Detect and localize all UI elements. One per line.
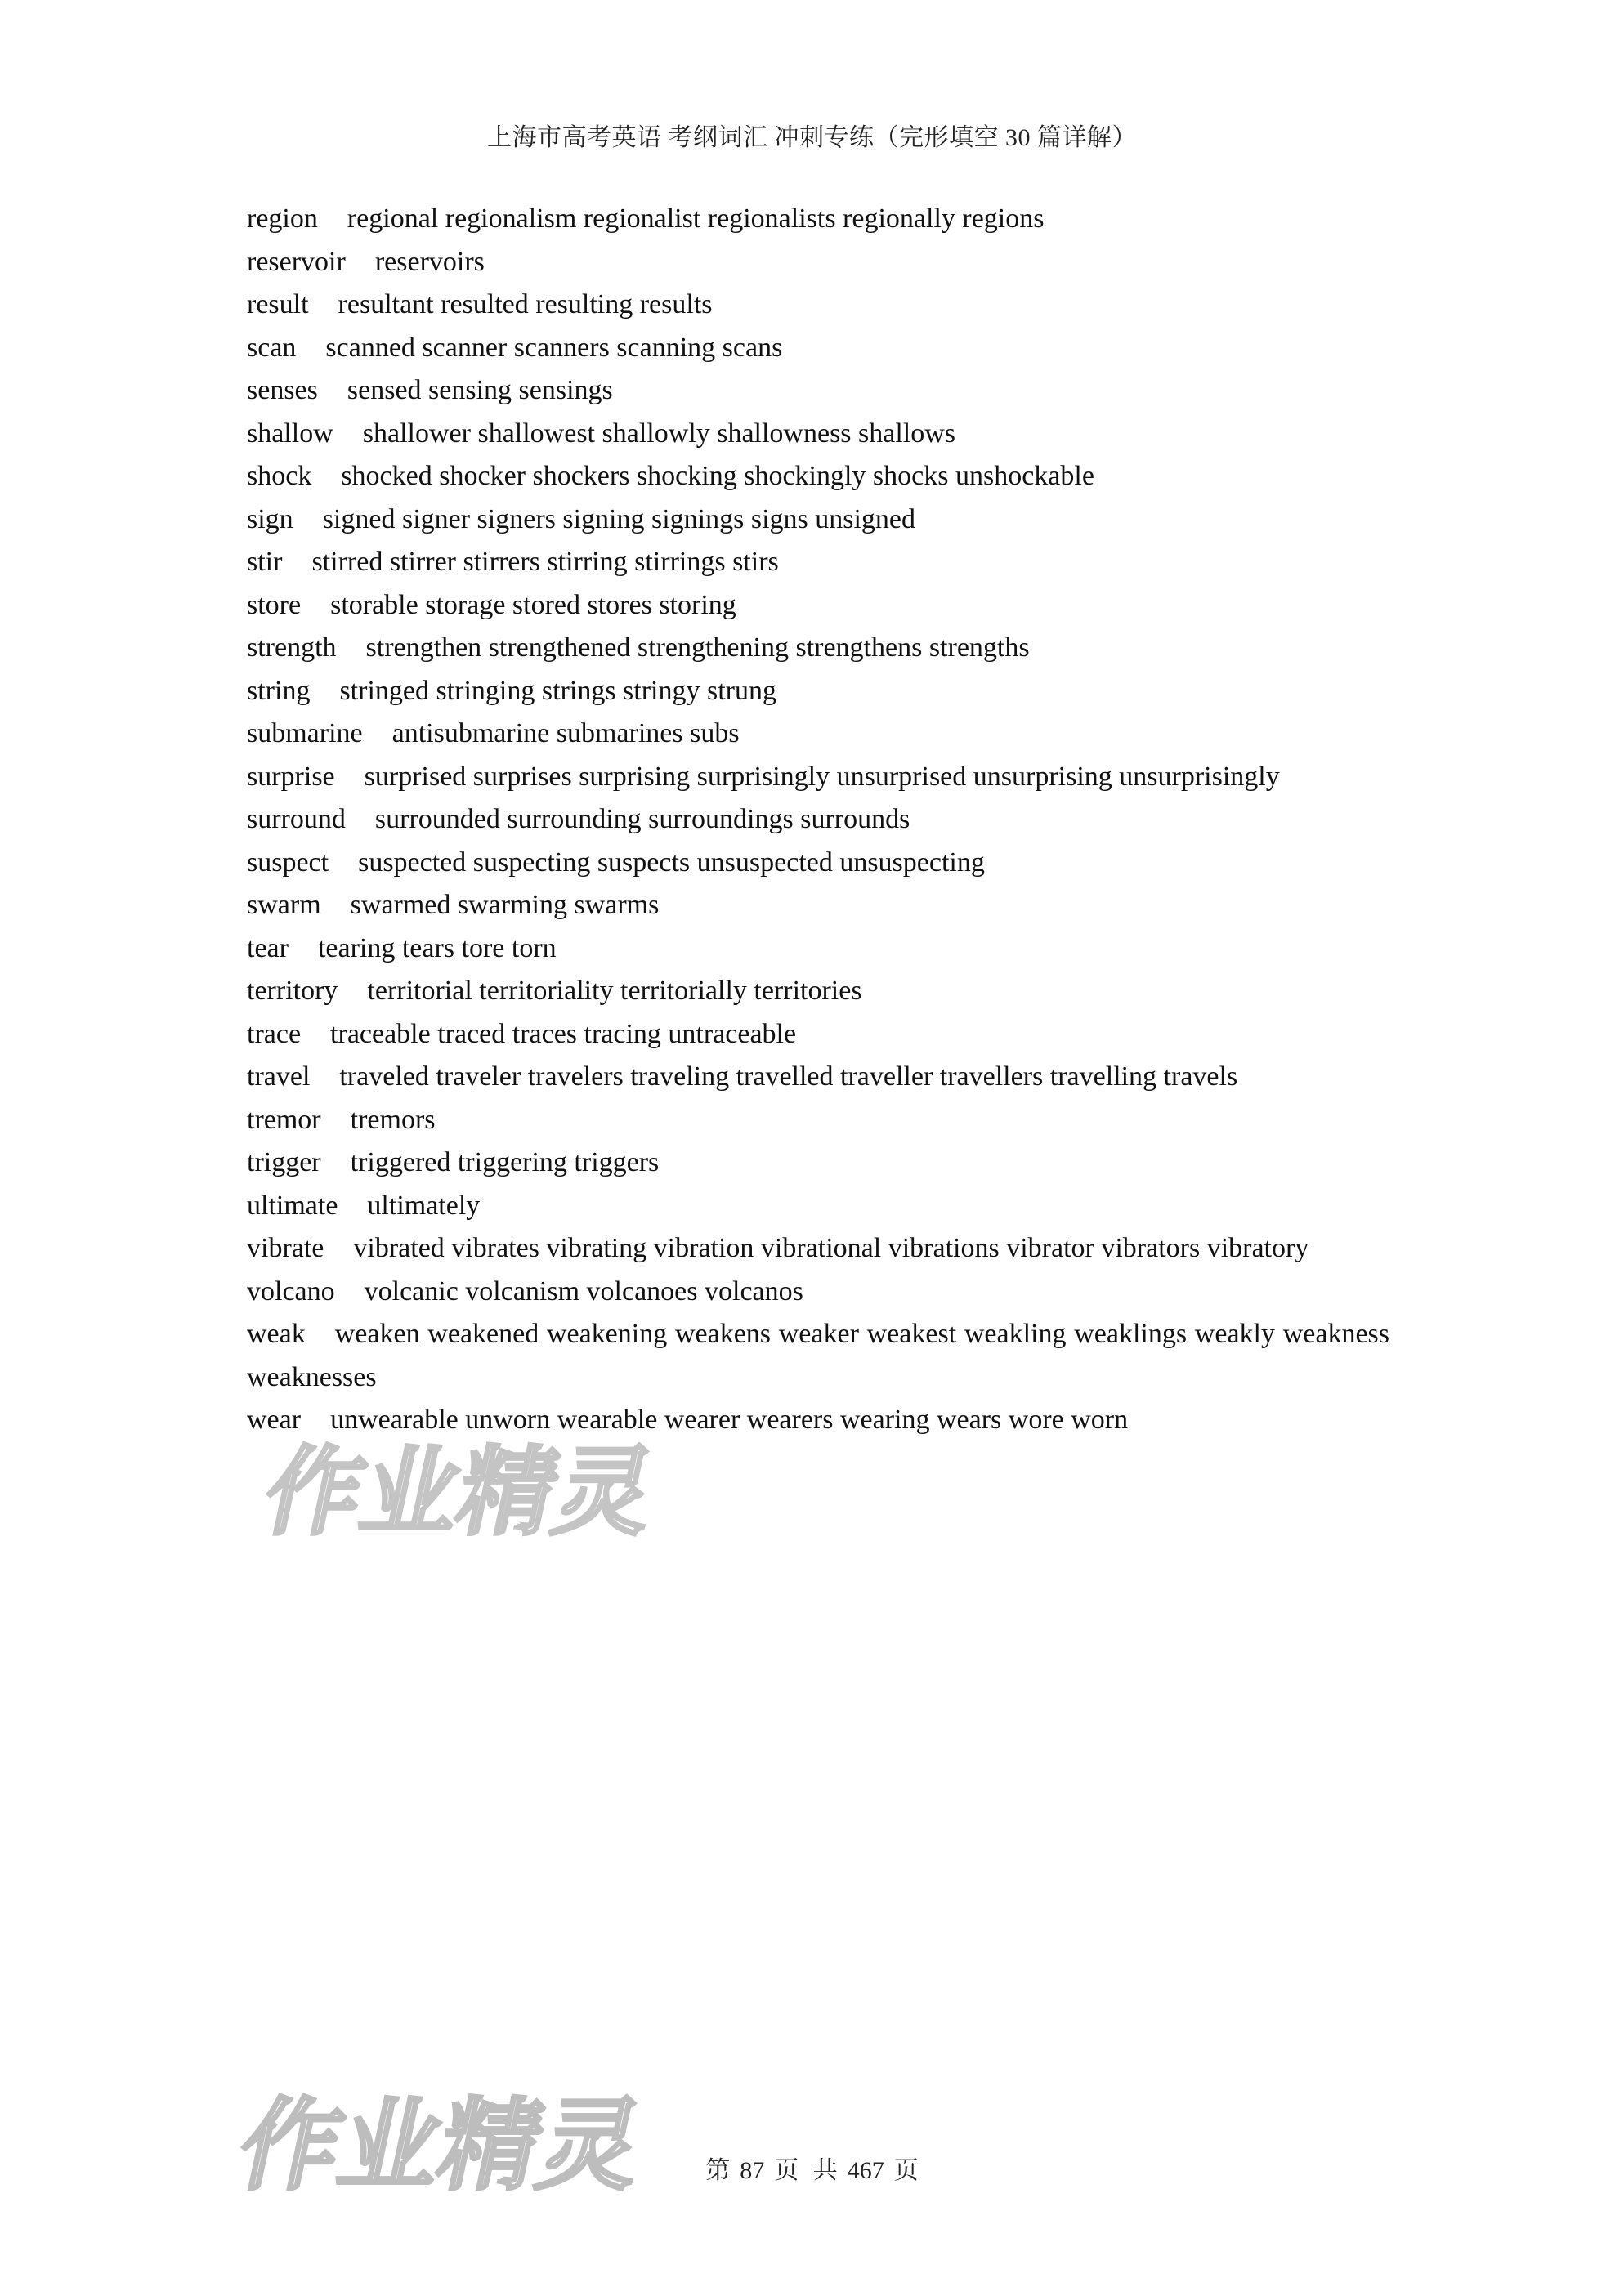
watermark-logo-footer xyxy=(227,2067,701,2222)
word-forms: suspected suspecting suspects unsuspected unsuspecting xyxy=(358,846,985,878)
headword: weak xyxy=(247,1319,306,1349)
word-entry xyxy=(247,413,1391,456)
footer-middle: 页 共 xyxy=(774,2157,838,2184)
headword: swarm xyxy=(247,890,321,920)
footer-suffix: 页 xyxy=(893,2157,919,2184)
word-forms: storable storage stored stores storing xyxy=(330,589,736,620)
word-forms: swarmed swarming swarms xyxy=(350,890,660,920)
word-forms: strengthen strengthened strengthening strengthens strengths xyxy=(365,632,1030,663)
headword: trace xyxy=(247,1018,302,1049)
word-entry xyxy=(247,884,1391,927)
word-entry xyxy=(247,1141,1391,1185)
word-forms: territorial territoriality territorially territories xyxy=(367,976,862,1006)
headword: store xyxy=(247,589,302,620)
headword: result xyxy=(247,289,309,319)
footer-prefix: 第 xyxy=(705,2157,731,2184)
word-entry xyxy=(247,284,1391,327)
watermark-logo xyxy=(253,1418,678,1561)
headword: ultimate xyxy=(247,1190,338,1221)
word-entry xyxy=(247,498,1391,542)
headword: suspect xyxy=(247,846,329,878)
headword: scan xyxy=(247,332,297,363)
watermark-text: 作业精灵 xyxy=(254,1436,665,1549)
total-page-count: 467 xyxy=(847,2157,884,2184)
headword: string xyxy=(247,675,311,706)
word-entry xyxy=(247,241,1391,284)
word-entry xyxy=(247,970,1391,1013)
page-header: 上海市高考英语 考纲词汇 冲刺专练（完形填空 30 篇详解） xyxy=(487,124,1137,151)
word-entry xyxy=(247,1185,1391,1228)
word-forms: surprised surprises surprising surprisingly unsurprised unsurprising unsurprisingly xyxy=(364,761,1280,792)
headword: region xyxy=(247,203,318,234)
headword: surprise xyxy=(247,761,335,792)
word-entry xyxy=(247,327,1391,370)
word-entry xyxy=(247,627,1391,670)
current-page-number: 87 xyxy=(740,2157,765,2184)
word-entry xyxy=(247,1013,1391,1056)
word-forms: stirred stirrer stirrers stirring stirrings stirs xyxy=(311,547,779,577)
word-forms: resultant resulted resulting results xyxy=(338,289,713,319)
word-entry xyxy=(247,455,1391,498)
word-entry xyxy=(247,198,1391,241)
word-forms: shocked shocker shockers shocking shockingly shocks unshockable xyxy=(341,461,1094,491)
headword: travel xyxy=(247,1061,311,1092)
word-entry xyxy=(247,1056,1391,1099)
word-forms: tremors xyxy=(350,1104,436,1135)
word-forms: volcanic volcanism volcanoes volcanos xyxy=(364,1275,803,1307)
headword: wear xyxy=(247,1405,302,1435)
word-forms: reservoirs xyxy=(374,246,485,277)
word-forms: signed signer signers signing signings signs unsigned xyxy=(322,503,916,534)
word-entry xyxy=(247,541,1391,584)
headword: tremor xyxy=(247,1104,321,1135)
headword: shock xyxy=(247,461,312,491)
headword: submarine xyxy=(247,718,363,748)
headword: vibrate xyxy=(247,1233,324,1263)
word-forms: sensed sensing sensings xyxy=(347,375,613,405)
word-forms: antisubmarine submarines subs xyxy=(391,718,740,748)
word-forms: tearing tears tore torn xyxy=(317,932,557,963)
headword: surround xyxy=(247,804,346,834)
word-forms: traceable traced traces tracing untraceable xyxy=(330,1018,797,1049)
word-entry xyxy=(247,842,1391,885)
word-forms: surrounded surrounding surroundings surrounds xyxy=(374,804,910,834)
word-forms: stringed stringing strings stringy strung xyxy=(339,675,777,706)
page-footer xyxy=(0,2150,1624,2186)
headword: reservoir xyxy=(247,246,346,277)
headword: stir xyxy=(247,547,283,577)
headword: senses xyxy=(247,375,318,405)
word-list xyxy=(247,198,1391,1442)
word-entry xyxy=(247,584,1391,628)
word-entry xyxy=(247,1313,1389,1399)
word-forms: traveled traveler travelers traveling travelled traveller travellers travelling travels xyxy=(339,1061,1238,1092)
word-entry xyxy=(247,1099,1391,1142)
word-entry xyxy=(247,712,1391,756)
watermark-text: 作业精灵 xyxy=(229,2088,653,2204)
word-forms: ultimately xyxy=(367,1190,481,1221)
headword: shallow xyxy=(247,418,333,449)
headword: territory xyxy=(247,976,338,1006)
word-entry xyxy=(247,927,1391,971)
word-forms: unwearable unworn wearable wearer wearers wearing wears wore worn xyxy=(330,1405,1129,1435)
word-entry xyxy=(247,1271,1391,1314)
word-forms: weaken weakened weakening weakens weaker weakest weakling weaklings weakly weakness weaknesses xyxy=(247,1319,1389,1392)
word-forms: scanned scanner scanners scanning scans xyxy=(325,332,783,363)
word-forms: triggered triggering triggers xyxy=(350,1147,660,1177)
word-entry xyxy=(247,369,1391,413)
word-entry xyxy=(247,1227,1391,1271)
headword: volcano xyxy=(247,1275,335,1307)
word-forms: vibrated vibrates vibrating vibration vibrational vibrations vibrator vibrators vibratory xyxy=(353,1233,1309,1263)
headword: strength xyxy=(247,632,337,663)
word-entry xyxy=(247,798,1391,842)
headword: sign xyxy=(247,503,293,534)
headword: trigger xyxy=(247,1147,321,1177)
word-forms: shallower shallowest shallowly shallowness shallows xyxy=(362,418,956,449)
word-forms: regional regionalism regionalist regionalists regionally regions xyxy=(347,203,1045,234)
word-entry xyxy=(247,756,1391,799)
word-entry xyxy=(247,670,1391,713)
headword: tear xyxy=(247,932,289,963)
